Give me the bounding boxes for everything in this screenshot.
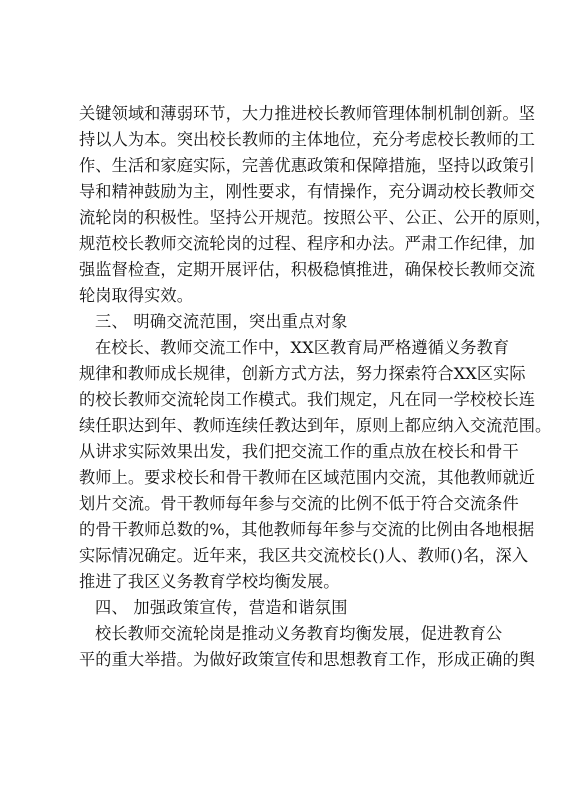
body-text-line: 规范校长教师交流轮岗的过程、程序和办法。严肃工作纪律，加 xyxy=(79,234,536,253)
body-text-line: 流轮岗的积极性。坚持公开规范。按照公平、公正、公开的原则， xyxy=(79,208,552,227)
body-text-line: 规律和教师成长规律，创新方式方法，努力探索符合XX区实际 xyxy=(79,364,526,383)
paragraph-first-line: 在校长、教师交流工作中，XX区教育局严格遵循义务教育 xyxy=(95,338,510,357)
body-text-line: 实际情况确定。近年来，我区共交流校长()人、教师()名，深入 xyxy=(79,546,529,565)
section-heading: 三、 明确交流范围，突出重点对象 xyxy=(95,312,348,331)
body-text-line: 的校长教师交流轮岗工作模式。我们规定，凡在同一学校校长连 xyxy=(79,390,536,409)
body-text-line: 从讲求实际效果出发，我们把交流工作的重点放在校长和骨干 xyxy=(79,442,519,461)
paragraph-first-line: 校长教师交流轮岗是推动义务教育均衡发展，促进教育公 xyxy=(95,624,503,643)
body-text-line: 导和精神鼓励为主，刚性要求，有情操作，充分调动校长教师交 xyxy=(79,182,536,201)
body-text-line: 关键领域和薄弱环节，大力推进校长教师管理体制机制创新。坚 xyxy=(79,104,536,123)
section-heading: 四、 加强政策宣传，营造和谐氛围 xyxy=(95,598,348,617)
body-text-line: 平的重大举措。为做好政策宣传和思想教育工作，形成正确的舆 xyxy=(79,650,536,669)
body-text-line: 教师上。要求校长和骨干教师在区域范围内交流，其他教师就近 xyxy=(79,468,536,487)
body-text-line: 划片交流。骨干教师每年参与交流的比例不低于符合交流条件 xyxy=(79,494,519,513)
body-text-line: 续任职达到年、教师连续任教达到年，原则上都应纳入交流范围。 xyxy=(79,416,552,435)
body-text-line: 推进了我区义务教育学校均衡发展。 xyxy=(79,572,340,591)
body-text-line: 轮岗取得实效。 xyxy=(79,286,194,305)
body-text-line: 持以人为本。突出校长教师的主体地位，充分考虑校长教师的工 xyxy=(79,130,536,149)
body-text-line: 作、生活和家庭实际，完善优惠政策和保障措施，坚持以政策引 xyxy=(79,156,536,175)
body-text-line: 的骨干教师总数的%，其他教师每年参与交流的比例由各地根据 xyxy=(79,520,535,539)
body-text-line: 强监督检查，定期开展评估，积极稳慎推进，确保校长教师交流 xyxy=(79,260,536,279)
